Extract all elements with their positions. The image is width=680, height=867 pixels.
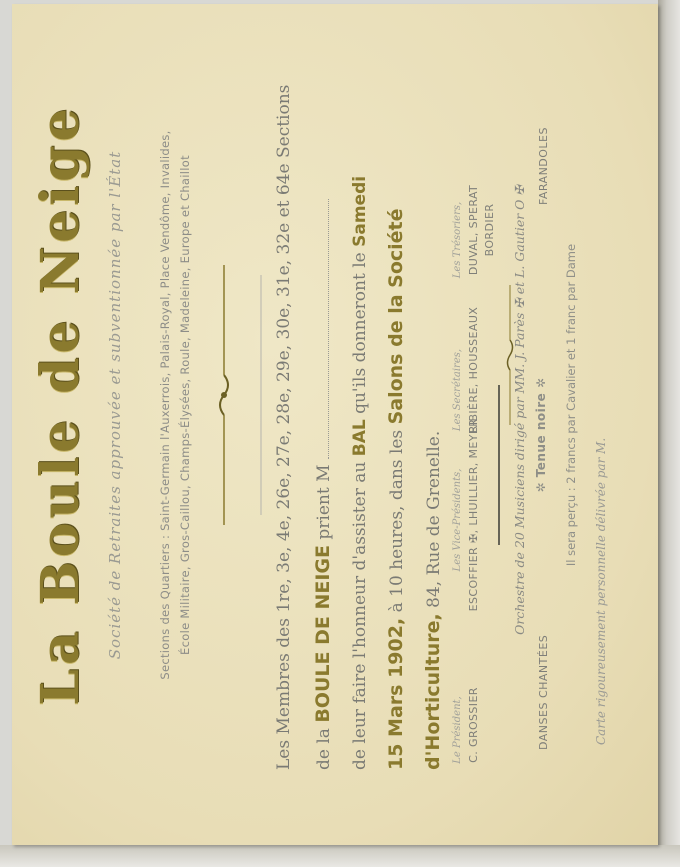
invitation-text: à 10 heures, dans les bbox=[387, 429, 407, 613]
invitation-text: prient bbox=[314, 487, 334, 540]
president-name: C. GROSSIER bbox=[467, 687, 480, 763]
ornament-divider bbox=[214, 265, 234, 525]
scan-edge-right bbox=[658, 0, 680, 867]
invitation-line-3 bbox=[350, 50, 370, 770]
invitation-line-5 bbox=[422, 50, 444, 770]
price-line: Il sera perçu : 2 francs par Cavalier et 1 franc par Dame bbox=[564, 243, 578, 567]
ornament-rule-dark bbox=[487, 385, 493, 545]
invitation-line-1: Les Membres des 1re, 3e, 4e, 26e, 27e, 28e, 29e, 30e, 31e, 32e et 64e Sections bbox=[274, 84, 294, 770]
society-name: BOULE DE NEIGE bbox=[312, 545, 334, 723]
invitation-text: qu'ils donneront le bbox=[350, 252, 370, 414]
invitation-line-2 bbox=[312, 50, 334, 770]
day-word: Samedi bbox=[350, 175, 370, 247]
bal-word: BAL bbox=[350, 419, 370, 457]
treasurers-names: DUVAL, SPERAT bbox=[467, 184, 480, 276]
venue-name-2: d'Horticulture, bbox=[422, 613, 444, 770]
personal-card-note: Carte rigoureusement personnelle délivrée par M. bbox=[594, 437, 608, 745]
vice-presidents-names: ESCOFFIER ✠, LHUILLIER, MEYER bbox=[467, 418, 480, 612]
danses-label: DANSES CHANTÉES bbox=[537, 634, 550, 750]
card-title: La Boule de Neige bbox=[30, 104, 91, 706]
invitation-text: de la bbox=[314, 728, 334, 770]
secretaries-names: RIBIÈRE, HOUSSEAUX bbox=[467, 306, 480, 434]
invitation-text: de leur faire l'honneur d'assister au bbox=[350, 461, 370, 770]
guest-placeholder: M bbox=[314, 464, 334, 482]
president-role: Le Président, bbox=[452, 696, 463, 764]
scan-edge-bottom bbox=[0, 845, 680, 867]
dress-code: ✲ Tenue noire ✲ bbox=[534, 377, 548, 493]
quartiers-line-1: Sections des Quartiers : Saint-Germain l'Auxerrois, Palais-Royal, Place Vendôme, Invalides, bbox=[158, 130, 172, 680]
treasurers-names-2: BORDIER bbox=[483, 203, 496, 257]
invitation-card bbox=[12, 4, 658, 845]
treasurers-role: Les Trésoriers, bbox=[452, 201, 463, 279]
quartiers-line-2: École Militaire, Gros-Caillou, Champs-Élysées, Roule, Madeleine, Europe et Chaillot bbox=[178, 155, 192, 655]
venue-name: Salons de la Société bbox=[385, 208, 407, 425]
thin-rule bbox=[248, 275, 252, 515]
invitation-line-4 bbox=[385, 50, 407, 770]
event-date: 15 Mars 1902, bbox=[385, 617, 407, 770]
rotated-content bbox=[12, 4, 658, 845]
farandoles-label: FARANDOLES bbox=[537, 127, 550, 205]
ornament-flourish bbox=[500, 285, 510, 425]
card-subtitle: Société de Retraites approuvée et subventionnée par l'État bbox=[106, 150, 124, 660]
secretaries-role: Les Secrétaires, bbox=[452, 348, 463, 432]
vice-presidents-role: Les Vice-Présidents, bbox=[452, 468, 463, 572]
venue-address: 84, Rue de Grenelle. bbox=[424, 430, 444, 608]
orchestra-line: Orchestre de 20 Musiciens dirigé par MM. J. Parès ✠ et L. Gautier O ✠ bbox=[512, 185, 527, 635]
